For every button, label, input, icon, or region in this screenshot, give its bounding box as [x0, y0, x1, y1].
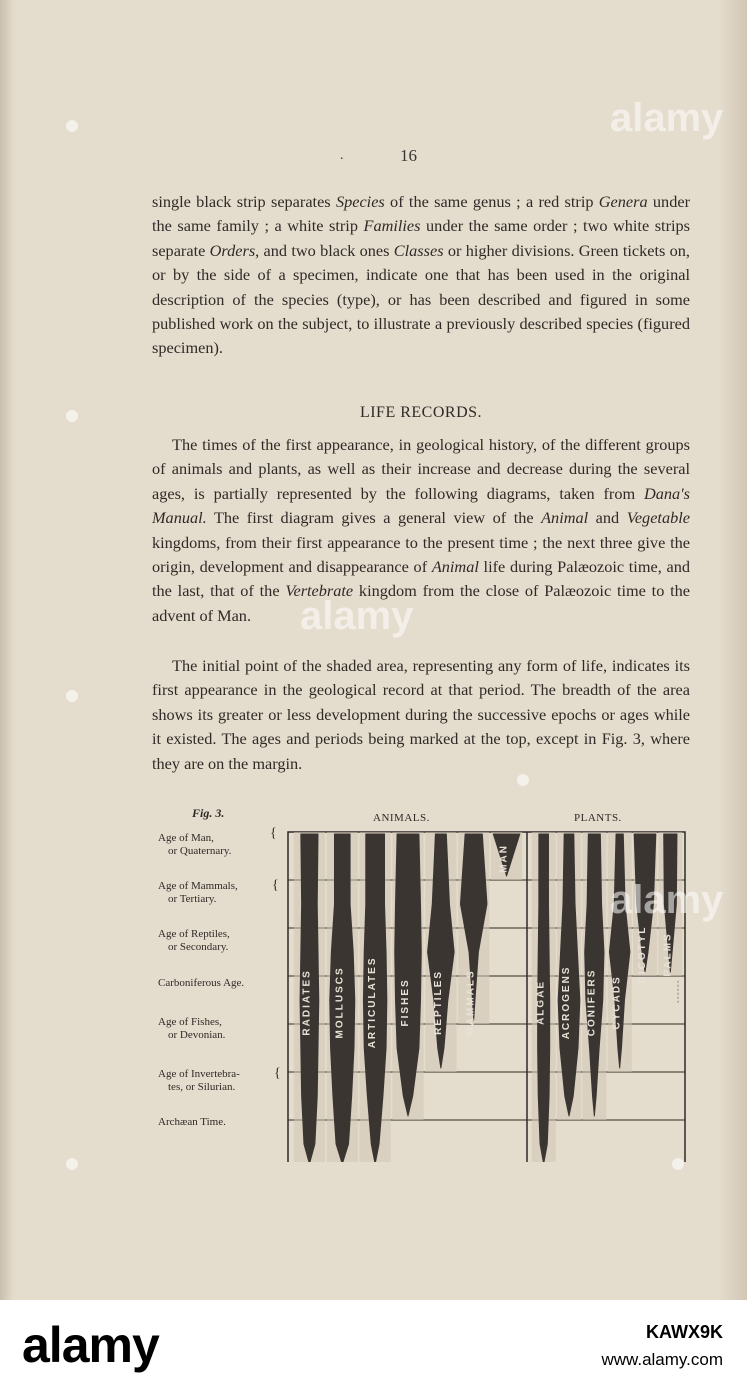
- age-label-line: Age of Mammals,: [158, 880, 238, 892]
- stream-label: PALMS: [662, 932, 674, 977]
- watermark-top: alamy: [610, 96, 724, 140]
- brace-mark: {: [274, 1066, 281, 1081]
- age-label: [158, 880, 238, 906]
- italic-text-run: Orders: [209, 240, 256, 260]
- stream-label: CONIFERS: [586, 968, 598, 1037]
- age-label: [158, 1068, 240, 1094]
- italic-text-run: Species: [335, 192, 385, 211]
- page-spine-shadow: [0, 0, 14, 1300]
- text-run: under the same order ; two white strips separate: [152, 216, 691, 260]
- watermark-dot: [66, 410, 78, 422]
- age-label-line: or Tertiary.: [168, 893, 217, 905]
- stream-label: FISHES: [400, 978, 411, 1027]
- stream-label: RADIATES: [301, 969, 313, 1036]
- figure-label: Fig. 3.: [192, 806, 225, 820]
- paragraph-life-records: [152, 433, 690, 628]
- age-label-line: Age of Reptiles,: [158, 928, 230, 940]
- text-run: The initial point of the shaded area, representing any form of life, indicates its first appearance in the geological record at that period. The breadth of the area shows its greater or less development during the successive epochs or ages while it existed. The ages and periods being marked at the top, except in Fig. 3, where they are on the margin.: [152, 656, 690, 773]
- stream-label: ACROGENS: [561, 965, 572, 1040]
- age-label: [158, 832, 231, 858]
- stream-label: MAN: [498, 844, 510, 873]
- stream-label: MOLLUSCS: [334, 966, 346, 1039]
- italic-text-run: Animal: [541, 508, 589, 528]
- page-edge-shadow: [719, 0, 747, 1300]
- age-label-line: or Devonian.: [168, 1029, 226, 1041]
- text-run: kingdom from the close of Palæozoic time to the advent of Man.: [152, 581, 690, 625]
- plants-caption: PLANTS.: [574, 812, 622, 824]
- stream-label: DICOTYL: [637, 925, 648, 984]
- paragraph-strips: [152, 190, 690, 361]
- life-records-chart: [287, 826, 687, 1162]
- image-id: KAWX9K: [645, 1322, 723, 1342]
- italic-text-run: Families: [363, 216, 421, 236]
- watermark-dot: [672, 1158, 684, 1170]
- text-run: kingdoms, from their first appearance to the present time ; the next three give the origin, development and disappearance of: [152, 532, 690, 577]
- text-run: and: [588, 508, 627, 528]
- age-label: [158, 1116, 226, 1129]
- age-label-line: or Secondary.: [168, 941, 229, 953]
- text-run: or higher divisions. Green tickets on, or by the side of a specimen, indicate one that has been used in the original description of the species (type), or has been described and figured in some published work on the subject, to illustrate a previously described species (figured specimen).: [152, 240, 691, 358]
- section-heading: LIFE RECORDS.: [359, 404, 483, 421]
- alamy-logo: alamy: [22, 1317, 159, 1373]
- age-label: [158, 1016, 225, 1042]
- age-label: [158, 977, 244, 990]
- paragraph-initial-point: [152, 654, 690, 776]
- italic-text-run: Classes: [393, 240, 444, 260]
- text-run: single black strip separates: [152, 192, 336, 211]
- italic-text-run: Animal: [431, 557, 479, 577]
- age-label-line: Archæan Time.: [158, 1116, 226, 1128]
- animals-caption: ANIMALS.: [373, 812, 430, 824]
- text-run: , and two black ones: [255, 240, 394, 260]
- stock-footer: [0, 1300, 747, 1390]
- watermark-right: alamy: [610, 878, 724, 922]
- stream-label: ALGAE: [535, 979, 547, 1025]
- watermark-dot: [66, 1158, 78, 1170]
- brace-mark: {: [270, 826, 277, 841]
- age-label-line: Age of Fishes,: [158, 1016, 222, 1028]
- watermark-dot: [66, 690, 78, 702]
- watermark-middle: alamy: [300, 594, 414, 638]
- age-label-line: Carboniferous Age.: [158, 977, 245, 989]
- text-run: of the same genus ; a red strip: [384, 192, 599, 211]
- page-number: 16: [400, 146, 417, 165]
- italic-text-run: Dana's Manual.: [152, 483, 690, 528]
- stream-label: REPTILES: [432, 969, 444, 1035]
- italic-text-run: Genera: [598, 192, 648, 211]
- stream-label: CYCADS: [611, 975, 623, 1030]
- site-url: www.alamy.com: [601, 1350, 723, 1369]
- age-label: [158, 928, 230, 954]
- text-run: life during Palæozoic time, and the last, that of the: [152, 557, 690, 601]
- age-label-line: Age of Invertebra-: [158, 1068, 240, 1080]
- italic-text-run: Vertebrate: [285, 581, 354, 601]
- watermark-dot: [66, 120, 78, 132]
- stream-label: MAMMALS: [465, 969, 477, 1036]
- age-label-line: or Quaternary.: [168, 845, 232, 857]
- italic-text-run: Vegetable: [626, 508, 690, 528]
- page-dot: .: [340, 148, 344, 163]
- watermark-dot: [517, 774, 529, 786]
- age-label-line: tes, or Silurian.: [168, 1081, 236, 1093]
- text-run: under the same family ; a white strip: [152, 192, 690, 236]
- age-label-line: Age of Man,: [158, 832, 214, 844]
- stream-label: ARTICULATES: [367, 956, 379, 1049]
- brace-mark: {: [272, 878, 279, 893]
- text-run: The first diagram gives a general view of the: [206, 508, 542, 528]
- text-run: The times of the first appearance, in geological history, of the different groups of animals and plants, as well as their increase and decrease during the several ages, is partially represented by the following diagrams, taken from: [152, 435, 690, 503]
